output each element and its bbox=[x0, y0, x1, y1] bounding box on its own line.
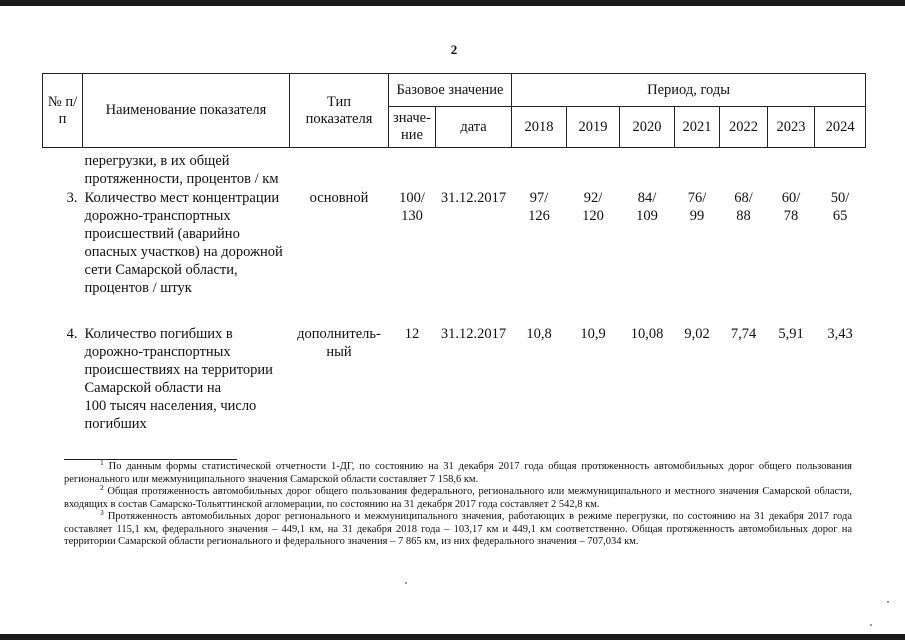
row-base-date: 31.12.2017 bbox=[440, 190, 507, 206]
header-base-date-label: дата bbox=[460, 118, 487, 135]
header-year: 2020 bbox=[620, 107, 675, 148]
row-year-value-text: 60/ 78 bbox=[781, 190, 801, 224]
footnote bbox=[64, 458, 853, 486]
header-base-date bbox=[436, 107, 512, 148]
row-num: 4. bbox=[66, 326, 78, 342]
header-year: 2018 bbox=[512, 107, 567, 148]
row-year-value-text: 68/ 88 bbox=[734, 190, 753, 224]
row-name-line: Количество мест концентрации bbox=[84, 190, 280, 206]
footnote bbox=[64, 483, 852, 511]
scan-speck bbox=[870, 624, 872, 626]
header-type-label: Тип показателя bbox=[305, 93, 373, 127]
row-base-value: 12 bbox=[404, 326, 420, 342]
row-type bbox=[290, 325, 389, 433]
row-type: основной bbox=[309, 190, 369, 206]
header-num bbox=[43, 74, 83, 148]
row-year-value bbox=[567, 148, 620, 190]
footnote-mark: 2 bbox=[100, 483, 104, 492]
row-year-value: 10,9 bbox=[580, 326, 606, 342]
indicators-table bbox=[42, 73, 866, 433]
row-year-value bbox=[815, 148, 866, 190]
row-year-value-text: 84/ 109 bbox=[636, 190, 658, 224]
footnote-separator bbox=[64, 459, 237, 460]
header-name-label: Наименование показателя bbox=[105, 102, 267, 118]
row-name-line: погибших bbox=[84, 416, 147, 432]
row-name-line: дорожно-транспортных bbox=[84, 208, 231, 224]
row-year-value bbox=[620, 189, 675, 325]
row-num: 3. bbox=[66, 190, 78, 206]
header-base-value bbox=[389, 107, 436, 148]
row-name-line: протяженности, процентов / км bbox=[84, 171, 279, 187]
header-year: 2021 bbox=[675, 107, 720, 148]
row-num bbox=[43, 148, 83, 190]
row-base-value-text: 100/ 130 bbox=[399, 190, 425, 224]
row-year-value bbox=[512, 148, 567, 190]
row-name-line: дорожно-транспортных bbox=[84, 344, 231, 360]
footnotes bbox=[64, 459, 852, 549]
row-type bbox=[290, 148, 389, 190]
row-name-line: Количество погибших в bbox=[84, 326, 233, 342]
row-year-value-text: 92/ 120 bbox=[582, 190, 604, 224]
footnote bbox=[64, 508, 852, 549]
row-year-value bbox=[620, 148, 675, 190]
scan-speck bbox=[887, 601, 889, 603]
row-year-value: 10,08 bbox=[630, 326, 664, 342]
row-name bbox=[83, 148, 290, 190]
header-name bbox=[83, 74, 290, 148]
header-year: 2024 bbox=[815, 107, 866, 148]
table-row bbox=[43, 189, 866, 325]
header-base bbox=[389, 74, 512, 107]
footnote-text: Общая протяженность автомобильных дорог общего пользования федерального, регионального или межмуниципального и местного значения Самарской области, входящих в состав Самарско-Тольяттинской агломерации, по состоянию на 31 декабря 2017 года составляет 2 542,8 км. bbox=[64, 486, 852, 510]
row-name-line: процентов / штук bbox=[84, 280, 192, 296]
row-base-date bbox=[436, 148, 512, 190]
footnote-mark: 3 bbox=[100, 508, 104, 517]
row-name bbox=[83, 189, 290, 325]
row-year-value bbox=[768, 148, 815, 190]
row-name-line: перегрузки, в их общей bbox=[84, 153, 230, 169]
row-base-date: 31.12.2017 bbox=[440, 326, 507, 342]
scan-top-edge bbox=[0, 0, 905, 6]
header-period bbox=[512, 74, 866, 107]
table-row-continuation bbox=[43, 148, 866, 190]
row-year-value-text: 97/ 126 bbox=[528, 190, 550, 224]
page-number: 2 bbox=[450, 42, 458, 57]
row-year-value: 9,02 bbox=[684, 326, 710, 342]
row-name-line: происшествиях на территории bbox=[84, 362, 273, 378]
row-name bbox=[83, 325, 290, 433]
scan-bottom-edge bbox=[0, 634, 905, 640]
row-year-value bbox=[567, 189, 620, 325]
header-year: 2022 bbox=[720, 107, 768, 148]
row-year-value: 10,8 bbox=[526, 326, 552, 342]
row-base-value bbox=[389, 189, 436, 325]
row-name-line: 100 тысяч населения, число bbox=[84, 398, 257, 414]
table-row bbox=[43, 325, 866, 433]
row-year-value-text: 50/ 65 bbox=[830, 190, 850, 224]
header-type bbox=[290, 74, 389, 148]
footnote-text: Протяженность автомобильных дорог регионального и межмуниципального значения, работающих в режиме перегрузки, по состоянию на 31 декабря 2017 года составляет 115,1 км, федерального значения – 449,1 км, на 31 декабря 2018 года – 103,17 км и 449,1 км соответственно. Общая протяженность автомобильных дорог на территории Самарской области регионального и федерального значения – 7 865 км, из них федерального значения – 707,034 км. bbox=[64, 511, 852, 547]
header-base-label: Базовое значение bbox=[396, 81, 504, 98]
header-year: 2019 bbox=[567, 107, 620, 148]
row-type-text: дополнитель- ный bbox=[297, 326, 381, 360]
header-num-label: № п/п bbox=[47, 93, 78, 127]
scan-speck bbox=[405, 582, 407, 584]
footnote-mark: 1 bbox=[100, 458, 104, 467]
row-name-line: опасных участков) на дорожной bbox=[84, 244, 283, 260]
row-year-value bbox=[815, 189, 866, 325]
row-year-value bbox=[512, 189, 567, 325]
row-year-value: 5,91 bbox=[778, 326, 804, 342]
row-year-value bbox=[675, 148, 720, 190]
row-name-line: сети Самарской области, bbox=[84, 262, 238, 278]
row-name-line: Самарской области на bbox=[84, 380, 222, 396]
footnote-text: По данным формы статистической отчетности 1-ДГ, по состоянию на 31 декабря 2017 года общая протяженность автомобильных дорог общего пользования регионального или межмуниципального значения Самарской области составляет 7 158,6 км. bbox=[64, 461, 853, 485]
header-year: 2023 bbox=[768, 107, 815, 148]
row-year-value bbox=[720, 189, 768, 325]
row-year-value bbox=[675, 189, 720, 325]
row-name-line: происшествий (аварийно bbox=[84, 226, 240, 242]
row-year-value: 7,74 bbox=[730, 326, 757, 342]
row-base-value bbox=[389, 148, 436, 190]
header-period-label: Период, годы bbox=[647, 81, 731, 98]
row-year-value bbox=[720, 148, 768, 190]
header-base-value-label: значе- ние bbox=[393, 110, 431, 143]
row-year-value bbox=[768, 189, 815, 325]
row-year-value: 3,43 bbox=[827, 326, 853, 342]
row-year-value-text: 76/ 99 bbox=[687, 190, 707, 224]
